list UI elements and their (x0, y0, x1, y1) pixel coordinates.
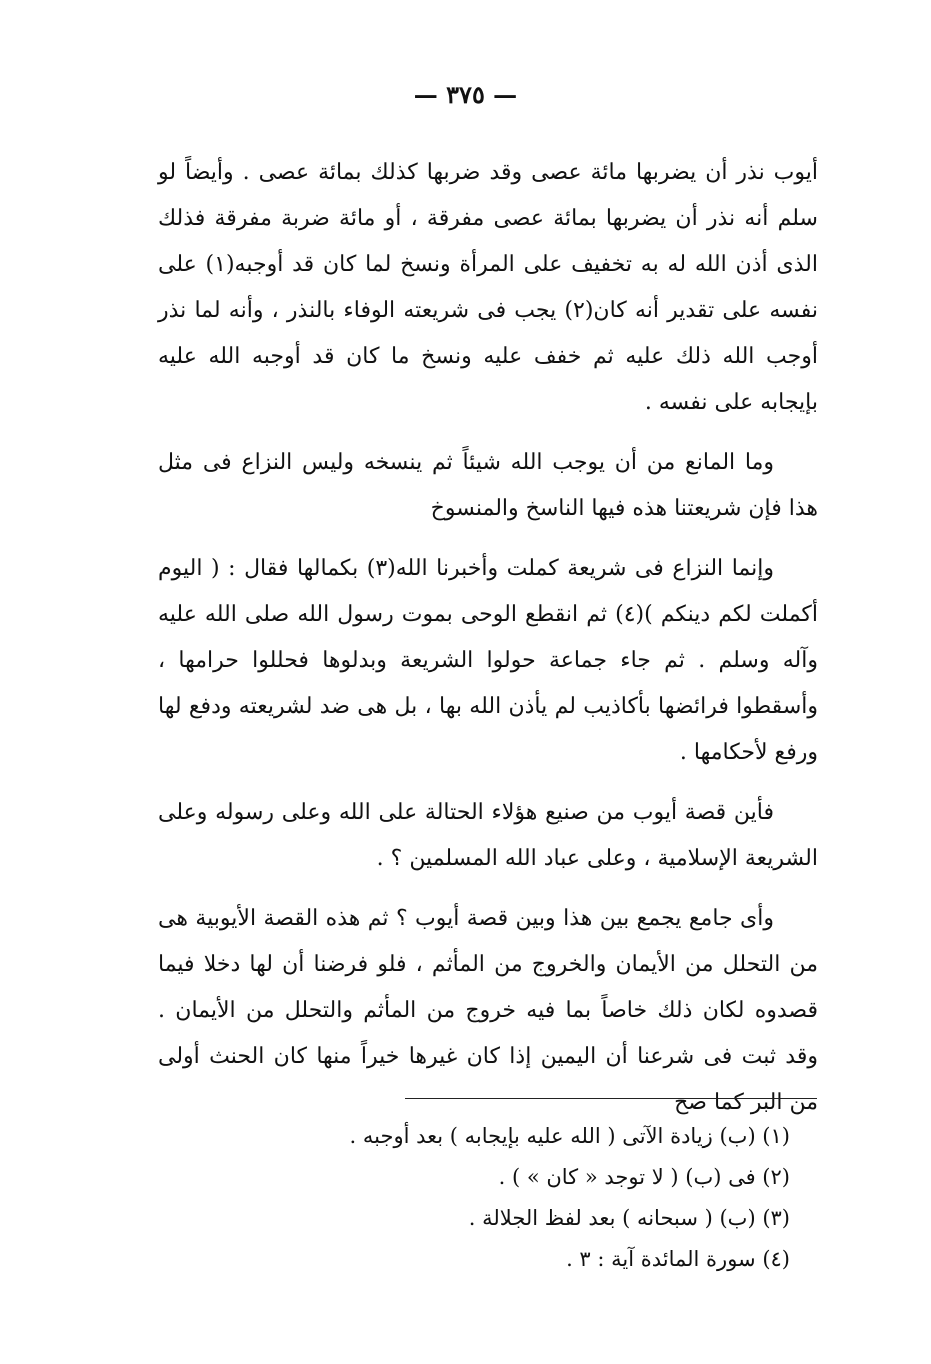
footnote: (٢) فى (ب) ( لا توجد « كان » ) . (498, 1165, 790, 1189)
paragraph: أيوب نذر أن يضربها مائة عصى وقد ضربها كذلك بمائة عصى . وأيضاً لو سلم أنه نذر أن يضربها بمائة عصى مفرقة ، أو مائة ضربة مفرقة فذلك الذى أذن الله له به تخفيف على المرأة ونسخ لما كان قد أوجبه(١) على نفسه على تقدير أنه كان(٢) يجب فى شريعته الوفاء بالنذر ، وأنه لما نذر أوجب الله ذلك عليه ثم خفف عليه ونسخ ما كان قد أوجبه الله عليه بإيجابه على نفسه . (158, 160, 818, 415)
footnote: (١) (ب) زيادة الآتى ( الله عليه بإيجابه ) بعد أوجبه . (349, 1124, 790, 1148)
footnote: (٤) سورة المائدة آية : ٣ . (566, 1247, 790, 1271)
paragraph: وما المانع من أن يوجب الله شيئاً ثم ينسخه وليس النزاع فى مثل هذا فإن شريعتنا هذه فيها الناسخ والمنسوخ (158, 450, 818, 521)
paragraph: وأى جامع يجمع بين هذا وبين قصة أيوب ؟ ثم هذه القصة الأيوبية هى من التحلل من الأيمان والخروج من المأثم ، فلو فرضنا أن لها دخلا فيما قصدوه لكان ذلك خاصاً بما فيه خروج من المأثم والتحلل من الأيمان . وقد ثبت فى شرعنا أن اليمين إذا كان غيرها خيراً منها كان الحنث أولى من البر كما صح (158, 906, 818, 1115)
footnote: (٣) (ب) ( سبحانه ) بعد لفظ الجلالة . (468, 1206, 790, 1230)
body-text (158, 150, 818, 1140)
paragraph: وإنما النزاع فى شريعة كملت وأخبرنا الله(٣) بكمالها فقال : ( اليوم أكملت لكم دينكم )(٤) ثم انقطع الوحى بموت رسول الله صلى الله عليه وآله وسلم . ثم جاء جماعة حولوا الشريعة وبدلوها فحللوا حرامها ، وأسقطوا فرائضها بأكاذيب لم يأذن الله بها ، بل هى ضد لشريعته ودفع لها ورفع لأحكامها . (158, 556, 818, 765)
paragraph: فأين قصة أيوب من صنيع هؤلاء الحتالة على الله وعلى رسوله وعلى الشريعة الإسلامية ، وعلى عباد الله المسلمين ؟ . (158, 800, 818, 871)
footnote-separator (405, 1098, 817, 1099)
page-number: — ٣٧٥ — (413, 80, 518, 109)
footnotes (300, 1116, 790, 1280)
